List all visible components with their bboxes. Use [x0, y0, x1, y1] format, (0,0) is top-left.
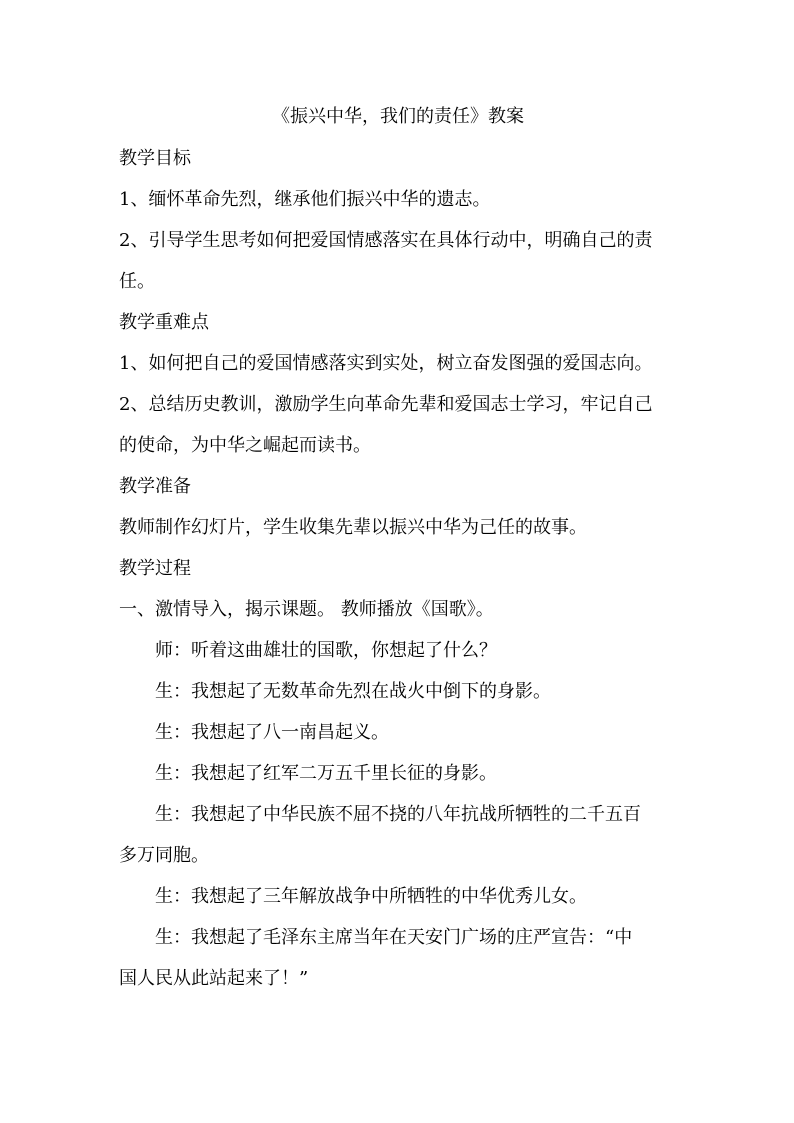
dialogue-line-6: 生：我想起了三年解放战争中所牺牲的中华优秀儿女。 [155, 886, 587, 907]
key-point-2-line-2: 的使命，为中华之崛起而读书。 [119, 435, 371, 456]
dialogue-line-5a: 生：我想起了中华民族不屈不挠的八年抗战所牺牲的二千五百 [155, 804, 641, 825]
process-heading: 教学过程 [119, 558, 191, 579]
objective-2-line-1: 2、引导学生思考如何把爱国情感落实在具体行动中，明确自己的责 [119, 230, 653, 251]
dialogue-line-3: 生：我想起了八一南昌起义。 [155, 722, 389, 743]
dialogue-line-7a: 生：我想起了毛泽东主席当年在天安门广场的庄严宣告：“中 [155, 927, 633, 948]
dialogue-line-7b: 国人民从此站起来了！” [119, 968, 309, 989]
dialogue-line-1: 师：听着这曲雄壮的国歌，你想起了什么？ [155, 640, 497, 661]
key-points-heading: 教学重难点 [119, 312, 209, 333]
dialogue-line-5b: 多万同胞。 [119, 845, 209, 866]
process-step-1: 一、激情导入，揭示课题。 教师播放《国歌》。 [119, 599, 494, 620]
objectives-heading: 教学目标 [119, 148, 191, 169]
preparation-text: 教师制作幻灯片，学生收集先辈以振兴中华为己任的故事。 [119, 517, 587, 538]
key-point-1: 1、如何把自己的爱国情感落实到实处，树立奋发图强的爱国志向。 [119, 353, 653, 374]
dialogue-line-4: 生：我想起了红军二万五千里长征的身影。 [155, 763, 497, 784]
document-title: 《振兴中华，我们的责任》教案 [272, 106, 524, 127]
objective-2-line-2: 任。 [119, 271, 155, 292]
preparation-heading: 教学准备 [119, 476, 191, 497]
document-body [119, 102, 677, 999]
objective-1: 1、缅怀革命先烈，继承他们振兴中华的遗志。 [119, 189, 491, 210]
key-point-2-line-1: 2、总结历史教训，激励学生向革命先辈和爱国志士学习，牢记自己 [119, 394, 653, 415]
dialogue-line-2: 生：我想起了无数革命先烈在战火中倒下的身影。 [155, 681, 551, 702]
